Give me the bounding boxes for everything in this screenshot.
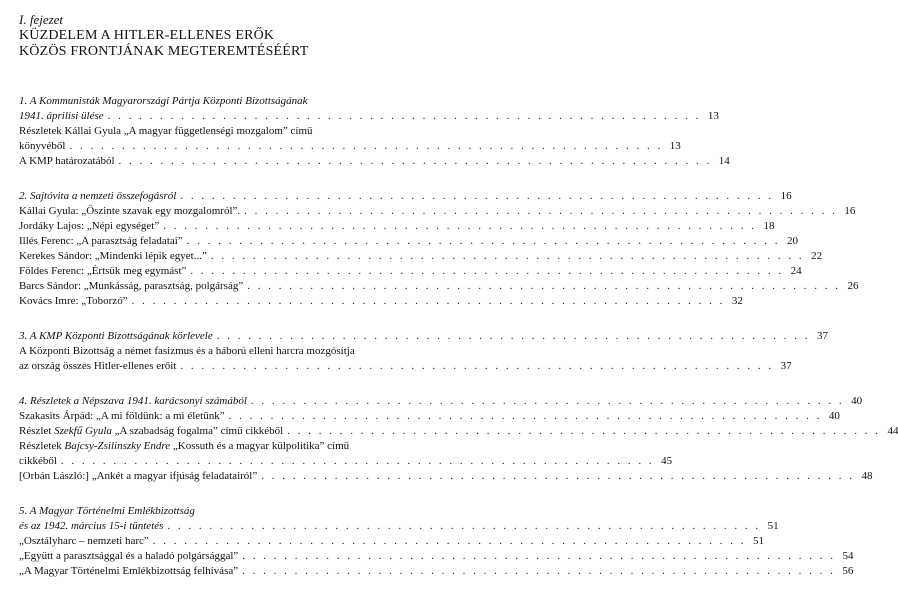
leader-dots: . . . . . . . . . . . . . . . . . . . . . . . . . . . . . . . . . . . . . . . . . . . . . . . . . . . . . . . . . <box>131 295 725 307</box>
toc-entry-text: Részletek Kállai Gyula „A magyar függetlenségi mozgalom” című <box>19 125 313 137</box>
toc-entry <box>19 469 873 484</box>
page-number: 32 <box>731 295 743 307</box>
leader-dots: . . . . . . . . . . . . . . . . . . . . . . . . . . . . . . . . . . . . . . . . . . . . . . . . . . . . . . . . . <box>190 265 784 277</box>
toc-entry-text: Kállai Gyula: „Őszinte szavak egy mozgalomról”. <box>19 205 241 217</box>
page-number: 16 <box>780 190 792 202</box>
toc-entry-text: az ország összes Hitler-ellenes erőit <box>19 360 177 372</box>
toc-entry-text: cikkéből <box>19 455 57 467</box>
leader-dots: . . . . . . . . . . . . . . . . . . . . . . . . . . . . . . . . . . . . . . . . . . . . . . . . . . . . . . . . . <box>69 140 663 152</box>
toc-heading <box>19 504 431 519</box>
toc-heading-text: 4. Részletek a Népszava 1941. karácsonyi számából <box>19 395 247 407</box>
toc-entry-text: A KMP határozatából <box>19 155 115 167</box>
page-number: 51 <box>767 520 779 532</box>
toc-entry <box>19 219 775 234</box>
leader-dots: . . . . . . . . . . . . . . . . . . . . . . . . . . . . . . . . . . . . . . . . . . . . . . . . . . . . . . . . . <box>186 235 780 247</box>
leader-dots: . . . . . . . . . . . . . . . . . . . . . . . . . . . . . . . . . . . . . . . . . . . . . . . . . . . . . . . . . <box>152 535 747 547</box>
toc-entry <box>19 549 854 564</box>
toc-entry <box>19 204 856 219</box>
toc-entry-text: Barcs Sándor: „Munkásság, parasztság, polgárság” <box>19 280 244 292</box>
leader-dots: . . . . . . . . . . . . . . . . . . . . . . . . . . . . . . . . . . . . . . . . . . . . . . . . . . . . . . . . . <box>107 110 701 122</box>
entry-title: „A szabadság fogalma” című cikkéből <box>111 425 284 437</box>
page-number: 40 <box>851 395 863 407</box>
toc-section-4 <box>19 394 898 484</box>
toc-heading <box>19 94 431 109</box>
toc-entry <box>19 139 681 154</box>
page-number: 56 <box>842 565 854 577</box>
page-number: 18 <box>763 220 775 232</box>
page-number: 37 <box>780 360 792 372</box>
toc-entry-text: Kovács Imre: „Toborzó” <box>19 295 128 307</box>
leader-dots: . . . . . . . . . . . . . . . . . . . . . . . . . . . . . . . . . . . . . . . . . . . . . . . . . . . . . . . . . <box>242 550 836 562</box>
leader-dots: . . . . . . . . . . . . . . . . . . . . . . . . . . . . . . . . . . . . . . . . . . . . . . . . . . . . . . . . . <box>244 205 838 217</box>
toc-entry <box>19 264 802 279</box>
toc-entry <box>19 359 792 374</box>
toc-entry <box>19 424 898 439</box>
toc-entry-text: Szakasits Árpád: „A mi földünk: a mi életünk” <box>19 410 225 422</box>
toc-entry <box>19 409 840 424</box>
leader-dots: . . . . . . . . . . . . . . . . . . . . . . . . . . . . . . . . . . . . . . . . . . . . . . . . . . . . . . . . . <box>247 280 841 292</box>
toc-entry <box>19 534 765 549</box>
page-number: 48 <box>861 470 873 482</box>
toc-entry <box>19 234 798 249</box>
leader-dots: . . . . . . . . . . . . . . . . . . . . . . . . . . . . . . . . . . . . . . . . . . . . . . . . . . . . . . . . . <box>287 425 881 437</box>
toc-heading <box>19 519 779 534</box>
toc-section-5 <box>19 504 854 579</box>
toc-entry-text: Földes Ferenc: „Értsük meg egymást” <box>19 265 187 277</box>
leader-dots: . . . . . . . . . . . . . . . . . . . . . . . . . . . . . . . . . . . . . . . . . . . . . . . . . . . . . . . . . <box>180 360 774 372</box>
page-number: 44 <box>887 425 898 437</box>
page-number: 40 <box>828 410 840 422</box>
chapter-title <box>19 28 308 60</box>
entry-prefix: Részletek <box>19 440 65 452</box>
toc-entry <box>19 454 673 469</box>
chapter-label: I. fejezet <box>19 12 64 27</box>
leader-dots: . . . . . . . . . . . . . . . . . . . . . . . . . . . . . . . . . . . . . . . . . . . . . . . . . . . . . . . . . <box>210 250 805 262</box>
toc-entry-text: [Orbán László:] „Ankét a magyar ifjúság feladatairól” <box>19 470 258 482</box>
toc-entry <box>19 294 743 309</box>
table-of-contents <box>19 94 898 599</box>
toc-entry-text: könyvéből <box>19 140 66 152</box>
leader-dots: . . . . . . . . . . . . . . . . . . . . . . . . . . . . . . . . . . . . . . . . . . . . . . . . . . . . . . . . . <box>60 455 655 467</box>
toc-entry-text: Kerekes Sándor: „Mindenki lépik egyet...” <box>19 250 207 262</box>
toc-section-3 <box>19 329 828 374</box>
toc-entry-text: „A Magyar Történelmi Emlékbizottság felhívása” <box>19 565 239 577</box>
chapter-title-line-2: KÖZÖS FRONTJÁNAK MEGTEREMTÉSÉÉRT <box>19 44 309 59</box>
toc-entry <box>19 124 431 139</box>
page-number: 14 <box>718 155 730 167</box>
toc-heading-text: 5. A Magyar Történelmi Emlékbizottság <box>19 505 195 517</box>
toc-section-1 <box>19 94 730 169</box>
toc-heading-text: és az 1942. március 15-i tüntetés <box>19 520 164 532</box>
leader-dots: . . . . . . . . . . . . . . . . . . . . . . . . . . . . . . . . . . . . . . . . . . . . . . . . . . . . . . . . . <box>163 220 757 232</box>
page-number: 24 <box>790 265 802 277</box>
page-number: 26 <box>847 280 859 292</box>
leader-dots: . . . . . . . . . . . . . . . . . . . . . . . . . . . . . . . . . . . . . . . . . . . . . . . . . . . . . . . . . <box>228 410 822 422</box>
entry-prefix: Részlet <box>19 425 55 437</box>
page-number: 54 <box>842 550 854 562</box>
page-number: 16 <box>844 205 856 217</box>
toc-entry <box>19 279 859 294</box>
toc-entry-text: „Osztályharc – nemzeti harc” <box>19 535 149 547</box>
page-number: 13 <box>669 140 681 152</box>
toc-heading-text: 1. A Kommunisták Magyarországi Pártja Központi Bizottságának <box>19 95 308 107</box>
entry-title: „Kossuth és a magyar külpolitika” című <box>170 440 350 452</box>
leader-dots: . . . . . . . . . . . . . . . . . . . . . . . . . . . . . . . . . . . . . . . . . . . . . . . . . . . . . . . . . <box>180 190 774 202</box>
toc-entry-text: Jordáky Lajos: „Népi egységet” <box>19 220 160 232</box>
toc-heading <box>19 329 828 344</box>
toc-entry-text <box>19 424 283 439</box>
toc-section-2 <box>19 189 859 309</box>
toc-heading <box>19 394 863 409</box>
entry-author: Bajcsy-Zsilinszky Endre <box>64 440 171 452</box>
page-number: 20 <box>786 235 798 247</box>
leader-dots: . . . . . . . . . . . . . . . . . . . . . . . . . . . . . . . . . . . . . . . . . . . . . . . . . . . . . . . . . <box>216 330 810 342</box>
page-number: 22 <box>811 250 823 262</box>
toc-entry-text: A Központi Bizottság a német fasizmus és a háború elleni harcra mozgósítja <box>19 345 355 357</box>
page-number: 37 <box>816 330 828 342</box>
toc-entry <box>19 564 854 579</box>
page-number: 45 <box>661 455 673 467</box>
toc-entry <box>19 249 823 264</box>
toc-heading <box>19 109 719 124</box>
leader-dots: . . . . . . . . . . . . . . . . . . . . . . . . . . . . . . . . . . . . . . . . . . . . . . . . . . . . . . . . . <box>118 155 712 167</box>
page-number: 51 <box>753 535 765 547</box>
entry-author: Szekfű Gyula <box>54 425 112 437</box>
toc-entry <box>19 154 730 169</box>
toc-heading-text: 2. Sajtóvita a nemzeti összefogásról <box>19 190 177 202</box>
leader-dots: . . . . . . . . . . . . . . . . . . . . . . . . . . . . . . . . . . . . . . . . . . . . . . . . . . . . . . . . . <box>261 470 855 482</box>
toc-heading-text: 3. A KMP Központi Bizottságának körlevele <box>19 330 213 342</box>
toc-heading <box>19 189 792 204</box>
toc-entry <box>19 344 431 359</box>
chapter-title-line-1: KÜZDELEM A HITLER-ELLENES ERŐK <box>19 28 275 43</box>
leader-dots: . . . . . . . . . . . . . . . . . . . . . . . . . . . . . . . . . . . . . . . . . . . . . . . . . . . . . . . . . <box>167 520 761 532</box>
leader-dots: . . . . . . . . . . . . . . . . . . . . . . . . . . . . . . . . . . . . . . . . . . . . . . . . . . . . . . . . . <box>250 395 845 407</box>
toc-heading-text: 1941. áprilisi ülése <box>19 110 104 122</box>
page-number: 13 <box>707 110 719 122</box>
toc-entry-text <box>19 439 431 454</box>
toc-entry-text: Illés Ferenc: „A parasztság feladatai” <box>19 235 183 247</box>
toc-entry <box>19 439 431 454</box>
toc-entry-text: „Együtt a parasztsággal és a haladó polgársággal” <box>19 550 239 562</box>
leader-dots: . . . . . . . . . . . . . . . . . . . . . . . . . . . . . . . . . . . . . . . . . . . . . . . . . . . . . . . . . <box>242 565 836 577</box>
